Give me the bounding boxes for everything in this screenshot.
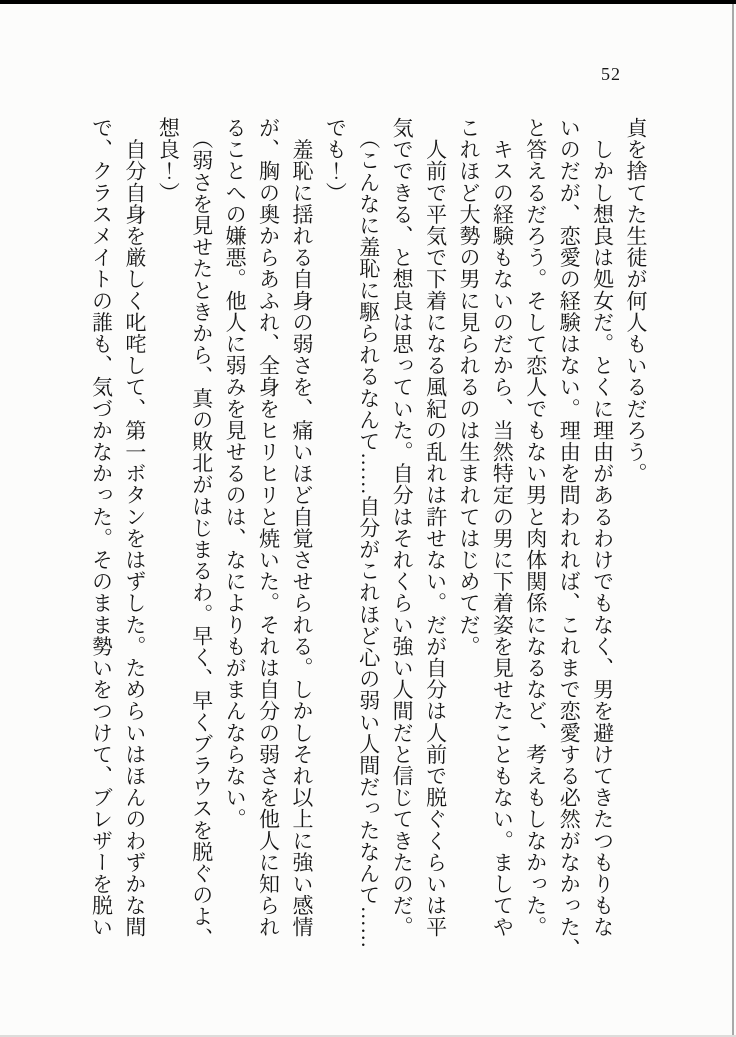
text-column: 気でできる、と想良は思っていた。自分はそれくらい強い人間だと信じてきたのだ。 [390,117,415,938]
text-column: しかし想良は処女だ。とくに理由があるわけでもなく、男を避けてきたつもりもな [590,117,615,938]
scan-edge-top [0,0,736,4]
text-column: 自分自身を厳しく叱咤して、第一ボタンをはずした。ためらいはほんのわずかな間 [122,117,147,938]
page-text [84,117,652,969]
text-column: で、クラスメイトの誰も、気づかなかった。そのまま勢いをつけて、ブレザーを脱い [89,117,114,938]
text-column: ることへの嫌悪。他人に弱みを見せるのは、なによりもがまんならない。 [223,117,248,830]
text-column: いのだが、恋愛の経験はない。理由を問われれば、これまで恋愛する必然がなかった、 [557,117,582,960]
scan-edge-right [732,4,734,1037]
text-column: これほど大勢の男に見られるのは生まれてはじめてだ。 [456,117,481,657]
text-column: 羞恥に揺れる自身の弱さを、痛いほど自覚させられる。しかしそれ以上に強い感情 [289,117,314,938]
text-column: が、胸の奥からあふれ、全身をヒリヒリと焼いた。それは自分の弱さを他人に知られ [256,117,281,938]
text-column: 人前で平気で下着になる風紀の乱れは許せない。だが自分は人前で脱ぐくらいは平 [423,117,448,938]
text-column: （こんなに羞恥に駆られるなんて……自分がこれほど心の弱い人間だったなんて…… [356,117,381,949]
text-column: キスの経験もないのだから、当然特定の男に下着姿を見せたこともない。ましてや [490,117,515,938]
text-column: でも！） [323,117,348,204]
text-column: 想良！） [156,117,181,204]
text-column: （弱さを見せたときから、真の敗北がはじまるわ。早く、早くブラウスを脱ぐのよ、 [189,117,214,949]
text-column: 貞を捨てた生徒が何人もいるだろう。 [624,117,648,485]
text-column: と答えるだろう。そして恋人でもない男と肉体関係になるなど、考えもしなかった。 [523,117,548,938]
page-number: 52 [601,64,621,84]
